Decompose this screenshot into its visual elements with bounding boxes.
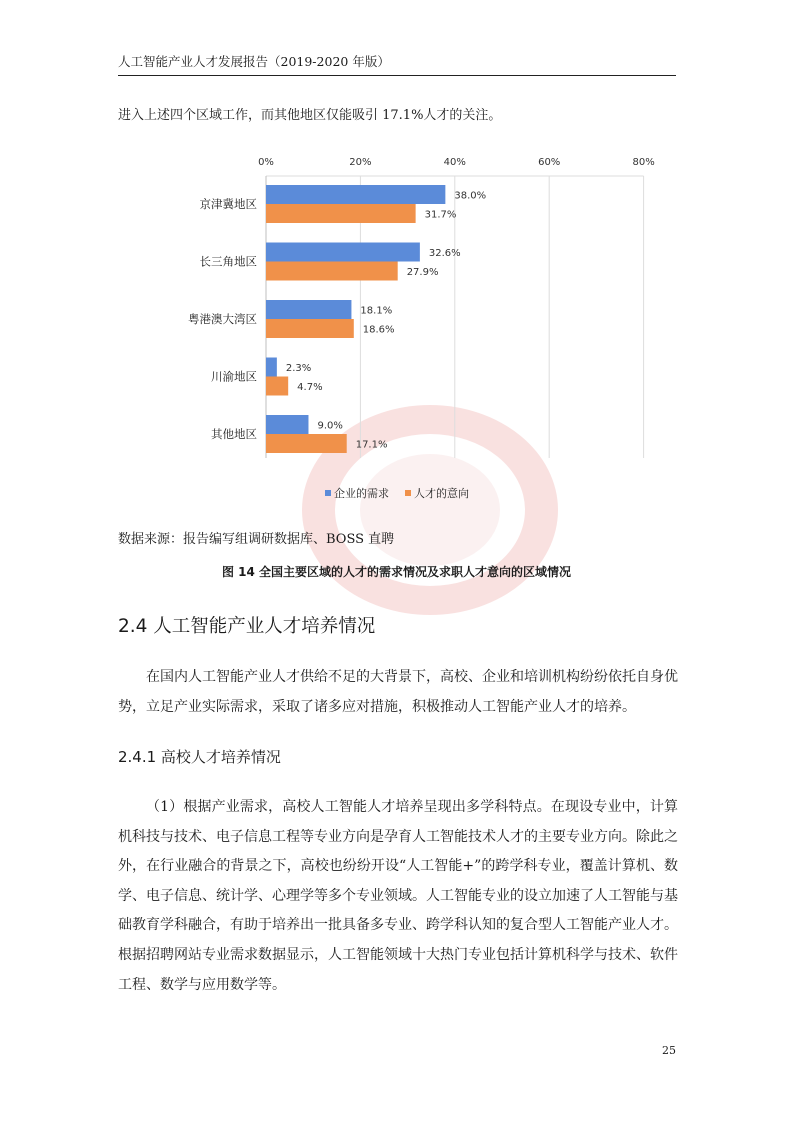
data-label: 2.3% <box>285 363 312 374</box>
x-tick-label: 0% <box>258 157 274 168</box>
page-number: 25 <box>662 1044 676 1057</box>
category-label: 粤港澳大湾区 <box>188 312 257 326</box>
section-heading: 2.4 人工智能产业人才培养情况 <box>118 616 376 637</box>
chart-category-labels <box>188 197 257 441</box>
x-tick-label: 40% <box>443 157 466 168</box>
intro-line: 进入上述四个区域工作，而其他地区仅能吸引 17.1%人才的关注。 <box>118 108 502 123</box>
data-label: 17.1% <box>355 439 388 451</box>
data-label: 27.9% <box>406 267 439 278</box>
category-label: 长三角地区 <box>199 254 257 269</box>
x-tick-label: 80% <box>632 157 655 168</box>
bar-demand <box>266 243 420 262</box>
data-label: 9.0% <box>317 420 343 432</box>
legend-label: 企业的需求 <box>334 487 389 500</box>
chart-legend <box>325 486 469 500</box>
bar-demand <box>266 300 351 319</box>
running-header: 人工智能产业人才发展报告（2019-2020 年版） <box>118 52 676 76</box>
category-label: 川渝地区 <box>211 369 257 384</box>
bar-intention <box>266 204 416 223</box>
bar-demand <box>266 415 308 434</box>
legend-swatch <box>325 490 331 496</box>
data-source-note: 数据来源：报告编写组调研数据库、BOSS 直聘 <box>118 532 395 547</box>
data-label: 38.0% <box>454 190 487 202</box>
section-paragraph: 在国内人工智能产业人才供给不足的大背景下，高校、企业和培训机构纷纷依托自身优势，立足产业实际需求，采取了诸多应对措施，积极推动人工智能产业人才的培养。 <box>118 669 678 715</box>
category-label: 其他地区 <box>211 427 257 441</box>
region-bar-chart <box>118 146 678 516</box>
bar-intention <box>266 319 354 338</box>
subsection-heading: 2.4.1 高校人才培养情况 <box>118 748 281 766</box>
legend-swatch <box>405 490 411 496</box>
bar-intention <box>266 434 347 453</box>
bar-demand <box>266 185 445 204</box>
legend-label: 人才的意向 <box>414 487 469 500</box>
x-tick-label: 60% <box>538 157 561 168</box>
figure-caption: 图 14 全国主要区域的人才的需求情况及求职人才意向的区域情况 <box>221 565 572 579</box>
data-label: 18.1% <box>360 305 393 317</box>
x-tick-label: 20% <box>349 157 372 168</box>
bar-intention <box>266 377 288 396</box>
bar-intention <box>266 262 398 281</box>
data-label: 18.6% <box>362 324 395 336</box>
bar-demand <box>266 358 277 377</box>
data-label: 31.7% <box>424 209 457 221</box>
category-label: 京津冀地区 <box>199 197 257 211</box>
data-label: 32.6% <box>428 248 461 259</box>
chart-bars <box>266 185 486 453</box>
chart-tick-labels <box>258 157 655 168</box>
subsection-paragraph: （1）根据产业需求，高校人工智能人才培养呈现出多学科特点。在现设专业中，计算机科技与技术、电子信息工程等专业方向是孕育人工智能技术人才的主要专业方向。除此之外，在行业融合的背景之下，高校也纷纷开设“人工智能+”的跨学科专业，覆盖计算机、数学、电子信息、统计学、心理学等多个专业领域。人工智能专业的设立加速了人工智能与基础教育学科融合，有助于培养出一批具备多专业、跨学科认知的复合型人工智能产业人才。根据招聘网站专业需求数据显示，人工智能领域十大热门专业包括计算机科学与技术、软件工程、数学与应用数学等。 <box>118 799 678 993</box>
data-label: 4.7% <box>297 382 323 393</box>
